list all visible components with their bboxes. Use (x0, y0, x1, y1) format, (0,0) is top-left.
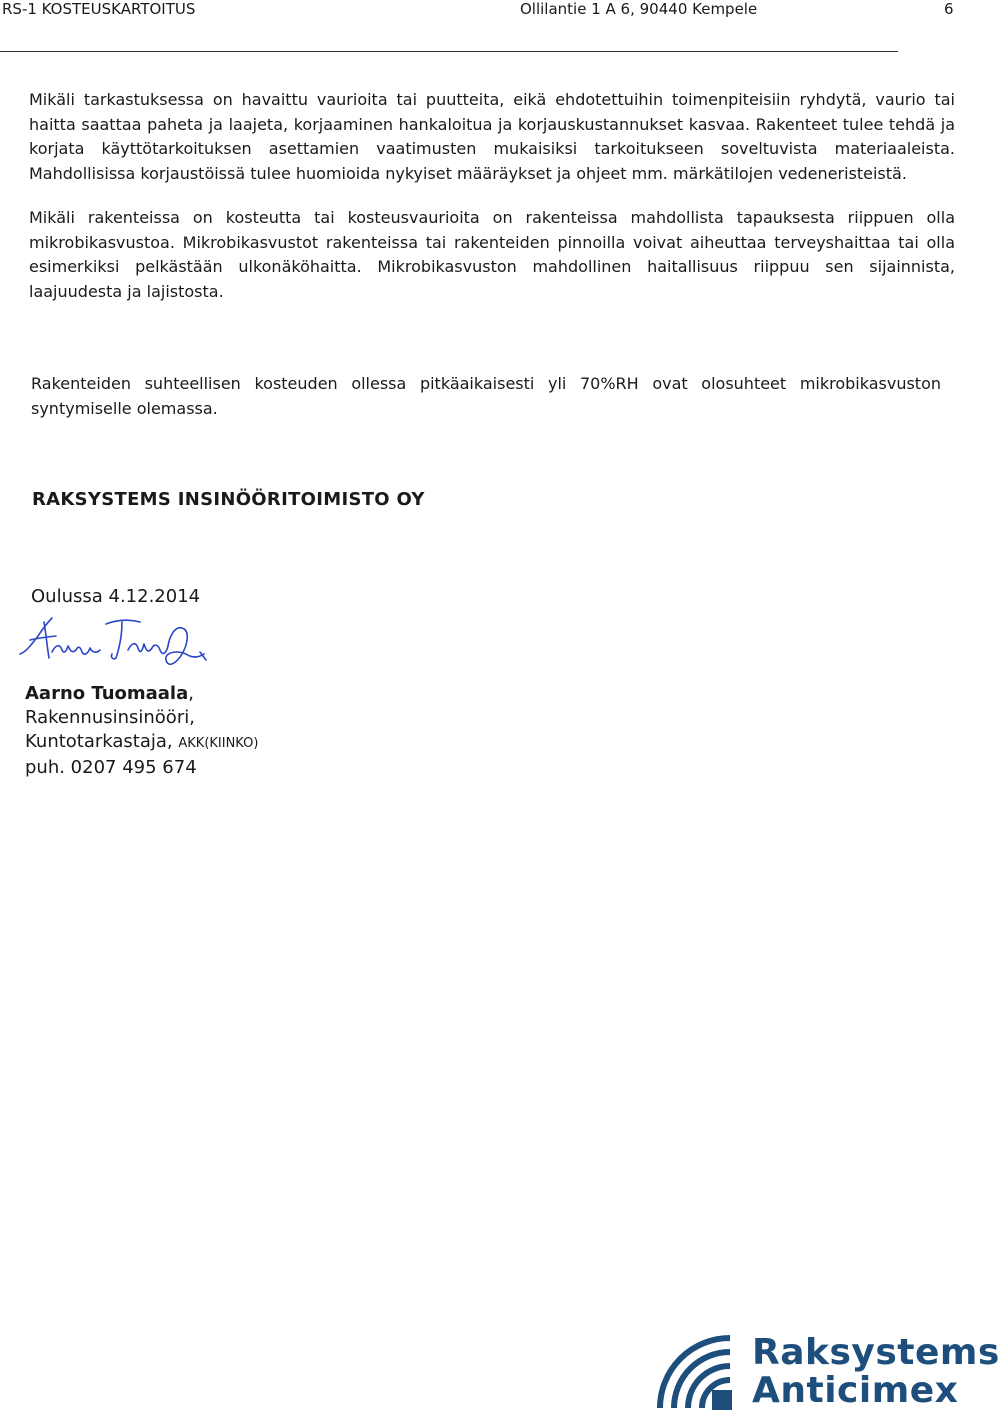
company-logo (650, 1330, 1000, 1417)
paragraph-microbial-growth: Mikäli rakenteissa on kosteutta tai kosteusvaurioita on rakenteissa mahdollista tapauksesta riippuen olla mikrobikasvustoa. Mikrobikasvustot rakenteissa tai rakenteiden pinnoilla voivat aiheuttaa terveyshaittaa tai olla esimerkiksi pelkästään ulkonäköhaitta. Mikrobikasvuston mahdollinen haitallisuus riippuu sen sijainnista, laajuudesta ja lajistosta. (29, 208, 955, 301)
logo-line-raksystems: Raksystems (752, 1332, 1000, 1373)
company-name: RAKSYSTEMS INSINÖÖRITOIMISTO OY (32, 489, 425, 510)
page-header (0, 0, 960, 20)
place-and-date: Oulussa 4.12.2014 (31, 586, 201, 607)
document-code: RS-1 KOSTEUSKARTOITUS (2, 0, 196, 18)
page-number: 6 (944, 0, 954, 18)
signer-qualification: AKK(KIINKO) (178, 736, 259, 751)
signer-role-line (25, 730, 258, 756)
logo-mark-icon (650, 1330, 746, 1417)
signer-name-line (25, 682, 258, 706)
signer-name-suffix: , (188, 683, 194, 704)
signer-title: Rakennusinsinööri, (25, 707, 195, 728)
handwritten-signature (16, 614, 211, 674)
paragraph-humidity-threshold: Rakenteiden suhteellisen kosteuden ollessa pitkäaikaisesti yli 70%RH ovat olosuhteet mikrobikasvuston syntymiselle olemassa. (31, 374, 941, 418)
signature-block (25, 682, 258, 780)
header-divider (0, 51, 898, 52)
signer-role: Kuntotarkastaja, (25, 731, 179, 752)
paragraph-damage-repairs: Mikäli tarkastuksessa on havaittu vaurioita tai puutteita, eikä ehdotettuihin toimenpiteisiin ryhdytä, vaurio tai haitta saattaa paheta ja laajeta, korjaaminen hankaloitua ja korjauskustannukset kasvaa. Rakenteet tulee tehdä ja korjata käyttötarkoituksen asettamien vaatimusten mukaisiksi tarkoitukseen soveltuvista materiaaleista. Mahdollisissa korjaustöissä tulee huomioida nykyiset määräykset ja ohjeet mm. märkätilojen vedeneristeistä. (29, 90, 955, 183)
site-address: Ollilantie 1 A 6, 90440 Kempele (520, 0, 758, 18)
signer-name: Aarno Tuomaala (25, 683, 189, 704)
logo-line-anticimex: Anticimex (752, 1370, 959, 1411)
signer-phone: puh. 0207 495 674 (25, 757, 197, 778)
